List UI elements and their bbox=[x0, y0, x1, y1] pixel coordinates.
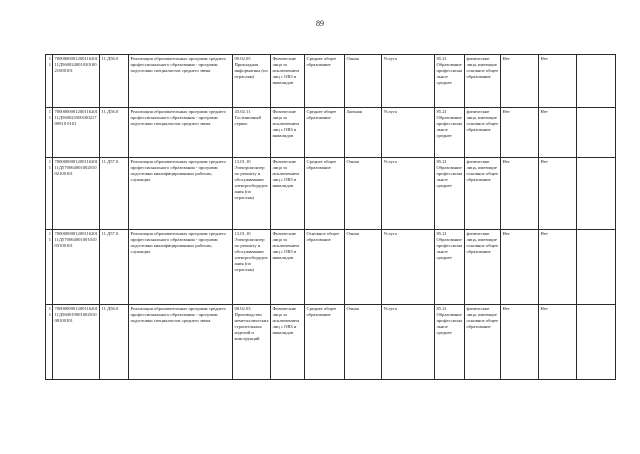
service-name-cell: Реализация образовательных программ среднего профессионального образования - программ подготовки специалистов среднего звена bbox=[129, 108, 233, 158]
table-row bbox=[46, 158, 616, 230]
consumers-cell: физические лица, имеющие основное общее образование bbox=[465, 230, 501, 305]
registry-code-cell: 700000000120011620111Д56001900100201008100101 bbox=[53, 305, 100, 380]
okpd-code-cell: 11.Д57.0 bbox=[100, 158, 129, 230]
study-form-cell: Очная bbox=[345, 158, 382, 230]
education-level-cell: Основное общее образование bbox=[305, 230, 345, 305]
consumers-cell: физические лица, имеющие основное общее образование bbox=[465, 55, 501, 108]
education-level-cell: Среднее общее образование bbox=[305, 158, 345, 230]
flag-one-cell: Нет bbox=[501, 158, 539, 230]
specialty-cell: 09.02.05 Прикладная информатика (по отраслям) bbox=[233, 55, 271, 108]
empty-cell bbox=[577, 230, 616, 305]
registry-code-cell: 700000000120011620111Д56002400102010021000101 bbox=[53, 55, 100, 108]
service-type-cell: Услуга bbox=[382, 230, 435, 305]
empty-cell bbox=[577, 305, 616, 380]
row-number-cell: 11 bbox=[46, 55, 53, 108]
okpd-code-cell: 11.Д56.0 bbox=[100, 305, 129, 380]
flag-two-cell: Нет bbox=[539, 158, 577, 230]
service-name-cell: Реализация образовательных программ среднего профессионального образования - программ подготовки квалифицированных рабочих, служащих bbox=[129, 230, 233, 305]
row-number-cell: 11 bbox=[46, 305, 53, 380]
row-number-cell: 11 bbox=[46, 158, 53, 230]
registry-code-cell: 700000000120011620111Д57006400100101003100101 bbox=[53, 230, 100, 305]
specialty-cell: 43.02.11 Гостиничный сервис bbox=[233, 108, 271, 158]
row-number-cell: 11 bbox=[46, 108, 53, 158]
study-form-cell: Очная bbox=[345, 305, 382, 380]
flag-two-cell: Нет bbox=[539, 305, 577, 380]
service-name-cell: Реализация образовательных программ среднего профессионального образования - программ подготовки специалистов среднего звена bbox=[129, 305, 233, 380]
consumer-category-cell: Физические лица за исключением лиц с ОВЗ и инвалидов bbox=[271, 55, 305, 108]
consumer-category-cell: Физические лица за исключением лиц с ОВЗ и инвалидов bbox=[271, 230, 305, 305]
okved-indicator-cell: 85.21 Образование профессиональное среднее bbox=[435, 230, 465, 305]
service-name-cell: Реализация образовательных программ среднего профессионального образования - программ подготовки специалистов среднего звена bbox=[129, 55, 233, 108]
registry-code-cell: 700000000120011620111Д56002350010021700910 0101 bbox=[53, 108, 100, 158]
flag-one-cell: Нет bbox=[501, 305, 539, 380]
consumers-cell: физические лица, имеющие основное общее образование bbox=[465, 108, 501, 158]
table-row bbox=[46, 230, 616, 305]
registry-code-cell: 700000000120011620111Д57006400100201002100101 bbox=[53, 158, 100, 230]
okpd-code-cell: 11.Д56.0 bbox=[100, 108, 129, 158]
empty-cell bbox=[577, 158, 616, 230]
flag-two-cell: Нет bbox=[539, 55, 577, 108]
table-row bbox=[46, 108, 616, 158]
flag-one-cell: Нет bbox=[501, 55, 539, 108]
flag-one-cell: Нет bbox=[501, 230, 539, 305]
service-type-cell: Услуга bbox=[382, 108, 435, 158]
flag-two-cell: Нет bbox=[539, 108, 577, 158]
okved-indicator-cell: 85.21 Образование профессиональное среднее bbox=[435, 158, 465, 230]
okved-indicator-cell: 85.21 Образование профессиональное среднее bbox=[435, 55, 465, 108]
study-form-cell: Очная bbox=[345, 230, 382, 305]
specialty-cell: 08.02.03 Производство неметаллических строительных изделий и конструкций bbox=[233, 305, 271, 380]
okved-indicator-cell: 85.21 Образование профессиональное среднее bbox=[435, 305, 465, 380]
empty-cell bbox=[577, 55, 616, 108]
specialty-cell: 13.01.10 Электромонтер по ремонту и обслуживанию электрооборудования (по отраслям) bbox=[233, 158, 271, 230]
table-row bbox=[46, 55, 616, 108]
study-form-cell: Заочная bbox=[345, 108, 382, 158]
service-type-cell: Услуга bbox=[382, 305, 435, 380]
education-level-cell: Среднее общее образование bbox=[305, 305, 345, 380]
okpd-code-cell: 11.Д57.0 bbox=[100, 230, 129, 305]
flag-two-cell: Нет bbox=[539, 230, 577, 305]
service-type-cell: Услуга bbox=[382, 55, 435, 108]
service-type-cell: Услуга bbox=[382, 158, 435, 230]
consumers-cell: физические лица, имеющие основное общее образование bbox=[465, 305, 501, 380]
service-name-cell: Реализация образовательных программ среднего профессионального образования - программ подготовки квалифицированных рабочих, служащих bbox=[129, 158, 233, 230]
specialty-cell: 13.01.10 Электромонтер по ремонту и обслуживанию электрооборудования (по отраслям) bbox=[233, 230, 271, 305]
flag-one-cell: Нет bbox=[501, 108, 539, 158]
table-row bbox=[46, 305, 616, 380]
consumers-cell: физические лица, имеющие основное общее образование bbox=[465, 158, 501, 230]
empty-cell bbox=[577, 108, 616, 158]
education-level-cell: Среднее общее образование bbox=[305, 55, 345, 108]
consumer-category-cell: Физические лица за исключением лиц с ОВЗ и инвалидов bbox=[271, 305, 305, 380]
okpd-code-cell: 11.Д56.0 bbox=[100, 55, 129, 108]
consumer-category-cell: Физические лица за исключением лиц с ОВЗ и инвалидов bbox=[271, 108, 305, 158]
page-number: 89 bbox=[316, 19, 324, 28]
okved-indicator-cell: 85.21 Образование профессиональное среднее bbox=[435, 108, 465, 158]
services-registry-table bbox=[45, 54, 616, 380]
education-level-cell: Среднее общее образование bbox=[305, 108, 345, 158]
study-form-cell: Очная bbox=[345, 55, 382, 108]
consumer-category-cell: Физические лица за исключением лиц с ОВЗ и инвалидов bbox=[271, 158, 305, 230]
row-number-cell: 11 bbox=[46, 230, 53, 305]
